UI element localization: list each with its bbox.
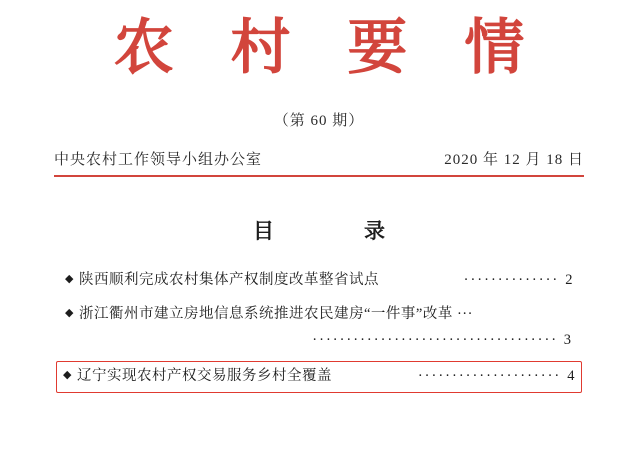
list-item[interactable] [56, 361, 582, 393]
contents-heading: 目 录 [253, 218, 401, 243]
toc-page-number: 4 [567, 367, 575, 384]
toc-leader-dots: ·············· [447, 272, 560, 288]
toc-entry-title: 浙江衢州市建立房地信息系统推进农民建房“一件事”改革 ··· [78, 305, 473, 322]
issuing-organization: 中央农村工作领导小组办公室 [54, 152, 263, 168]
header-divider [54, 175, 584, 177]
table-of-contents [62, 267, 576, 393]
masthead-title: 农 村 要 情 [113, 13, 543, 83]
masthead [0, 0, 638, 83]
header-row [54, 148, 584, 169]
list-item[interactable] [62, 301, 576, 355]
diamond-bullet-icon: ◆ [65, 306, 74, 319]
toc-leader-dots-wrap: ···································· 3 [312, 331, 573, 348]
publication-date: 2020 年 12 月 18 日 [444, 152, 584, 168]
diamond-bullet-icon: ◆ [65, 273, 74, 285]
toc-entry-title: 辽宁实现农村产权交易服务乡村全覆盖 [76, 367, 332, 384]
toc-page-number: 2 [565, 272, 573, 288]
list-item[interactable] [62, 267, 576, 295]
toc-entry-title: 陕西顺利完成农村集体产权制度改革整省试点 [78, 272, 379, 288]
issue-number: （第 60 期） [273, 113, 365, 129]
diamond-bullet-icon: ◆ [63, 368, 72, 381]
toc-leader-dots: ····················· [401, 367, 562, 384]
